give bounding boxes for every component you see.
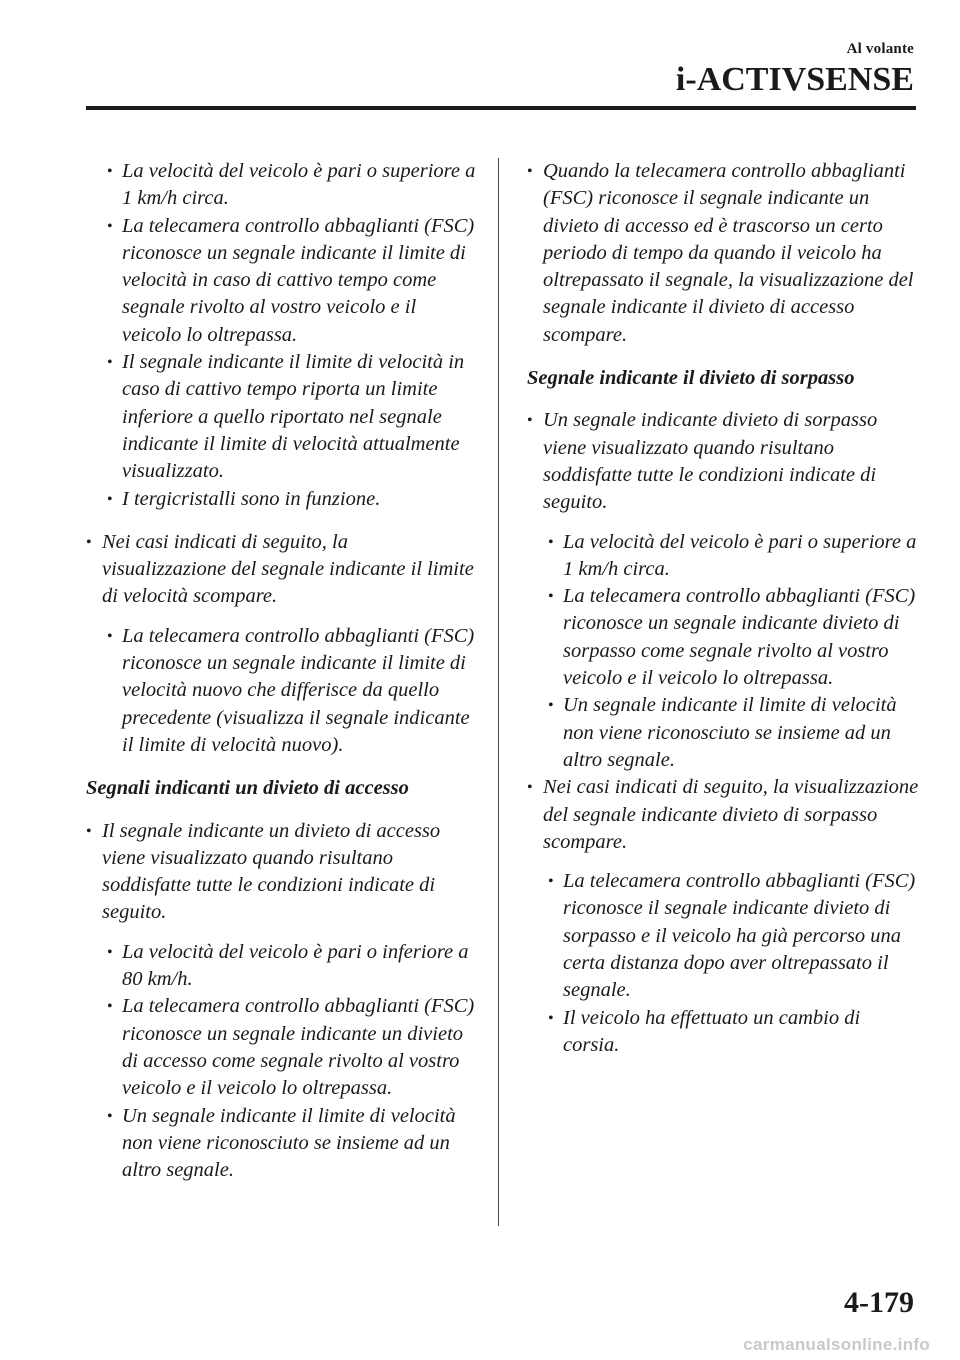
speed-limit-disappear-item: • Nei casi indicati di seguito, la visualizzazione del segnale indicante il limite di velocità scompare. [86, 530, 474, 608]
list-item: • La telecamera controllo abbaglianti (FSC) riconosce un segnale indicante il limite di velocità nuovo che differisce da quello precedente (visualizza il segnale indicante il limite di velocità nuovo). [107, 624, 475, 756]
no-entry-display-conditions [86, 939, 476, 1185]
list-item: • La telecamera controllo abbaglianti (FSC) riconosce un segnale indicante un divieto di accesso come segnale rivolto al vostro veicolo e il veicolo lo oltrepassa. [107, 995, 475, 1100]
bullet-icon: • [548, 533, 554, 551]
bullet-icon: • [107, 163, 113, 180]
list-item: • Il segnale indicante il limite di velocità in caso di cattivo tempo riporta un limite inferiore a quello riportato nel segnale indicante il limite di velocità attualmente visualizzato. [107, 351, 465, 483]
no-overtaking-disappear-item: • Nei casi indicati di seguito, la visualizzazione del segnale indicante divieto di sorpasso scompare. [527, 776, 919, 853]
no-entry-disappear-conditions [527, 158, 919, 349]
list-item: • La telecamera controllo abbaglianti (FSC) riconosce un segnale indicante il limite di velocità in caso di cattivo tempo come segnale rivolto al vostro veicolo e il veicolo lo oltrepassa. [107, 214, 475, 346]
list-item: • La velocità del veicolo è pari o superiore a 1 km/h circa. [107, 160, 476, 210]
bullet-icon: • [86, 822, 92, 840]
bullet-icon: • [86, 533, 92, 551]
bullet-icon: • [548, 1009, 554, 1027]
no-entry-heading: Segnali indicanti un divieto di accesso [86, 777, 409, 800]
left-column [86, 158, 476, 1184]
no-overtaking-display-item: • Un segnale indicante divieto di sorpasso viene visualizzato quando risultano soddisfatte tutte le condizioni indicate di seguito. [527, 409, 878, 514]
watermark: carmanualsonline.info [743, 1335, 930, 1354]
page-header [676, 40, 914, 100]
right-column [527, 158, 919, 1059]
bullet-icon: • [107, 998, 113, 1016]
header-rule [86, 106, 916, 110]
no-entry-display-item: • Il segnale indicante un divieto di accesso viene visualizzato quando risultano soddisfatte tutte le condizioni indicate di seguito. [86, 819, 441, 924]
list-item: • Quando la telecamera controllo abbaglianti (FSC) riconosce il segnale indicante un divieto di accesso ed è trascorso un certo periodo di tempo da quando il veicolo ha oltrepassato il segnale, la visualizzazione del segnale indicante il divieto di accesso scompare. [527, 160, 914, 346]
bullet-icon: • [107, 943, 113, 961]
list-item: • Un segnale indicante il limite di velocità non viene riconosciuto se insieme ad un altro segnale. [548, 694, 897, 771]
bullet-icon: • [527, 779, 533, 797]
bullet-icon: • [527, 163, 533, 180]
list-item: • La telecamera controllo abbaglianti (FSC) riconosce un segnale indicante divieto di sorpasso come segnale rivolto al vostro veicolo e il veicolo lo oltrepassa. [548, 585, 916, 690]
list-item: • La telecamera controllo abbaglianti (FSC) riconosce il segnale indicante divieto di sorpasso e il veicolo ha già percorso una certa distanza dopo aver oltrepassato il segnale. [548, 870, 916, 1002]
bullet-icon: • [548, 697, 554, 715]
bullet-icon: • [527, 412, 533, 430]
bullet-icon: • [107, 490, 113, 508]
list-item: • Un segnale indicante il limite di velocità non viene riconosciuto se insieme ad un altro segnale. [107, 1104, 456, 1182]
no-overtaking-display-conditions [527, 529, 919, 775]
list-item: • Il veicolo ha effettuato un cambio di corsia. [548, 1006, 861, 1056]
no-overtaking-heading: Segnale indicante il divieto di sorpasso [527, 367, 855, 390]
bullet-icon: • [548, 588, 554, 606]
chapter-title: i-ACTIVSENSE [675, 61, 914, 98]
list-item: • I tergicristalli sono in funzione. [86, 486, 476, 513]
bullet-icon: • [107, 627, 113, 645]
list-item: • La velocità del veicolo è pari o superiore a 1 km/h circa. [548, 530, 917, 580]
intro-condition-list [86, 158, 476, 513]
section-title: Al volante [846, 41, 914, 57]
bullet-icon: • [548, 873, 554, 891]
speed-limit-disappear-conditions [86, 623, 476, 759]
bullet-icon: • [107, 1107, 113, 1125]
no-overtaking-disappear-conditions [527, 868, 919, 1059]
bullet-icon: • [107, 217, 113, 235]
column-divider [498, 158, 499, 1226]
list-item: • La velocità del veicolo è pari o inferiore a 80 km/h. [107, 940, 469, 991]
bullet-icon: • [107, 354, 113, 372]
page-number: 4-179 [844, 1286, 914, 1319]
